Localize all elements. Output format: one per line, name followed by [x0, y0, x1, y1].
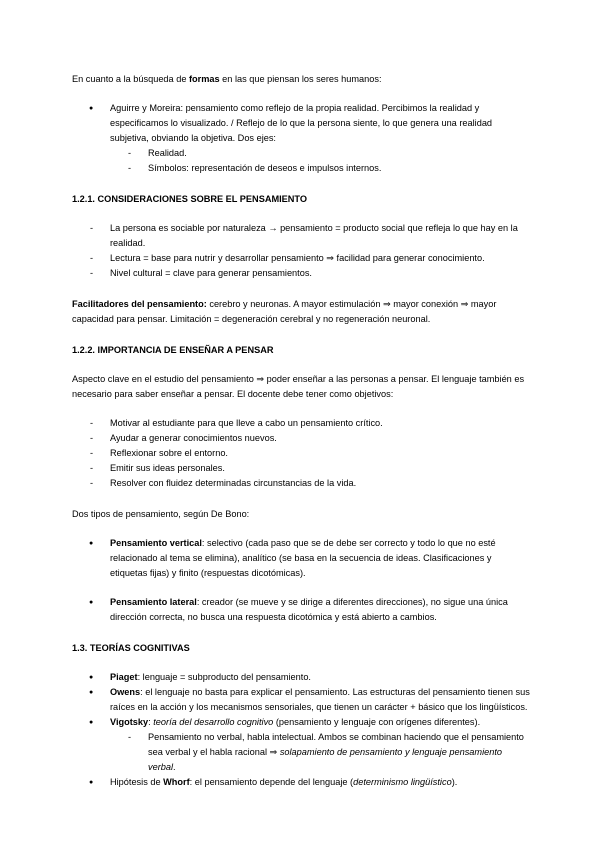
intro-paragraph: En cuanto a la búsqueda de formas en las que piensan los seres humanos:	[72, 74, 382, 84]
axes-list	[110, 146, 530, 176]
facilitadores-paragraph: Facilitadores del pensamiento: cerebro y neuronas. A mayor estimulación ⇒ mayor conexión ⇒ mayor capacidad para pensar. Limitación = degeneración cerebral y no regeneración neuronal.	[72, 299, 497, 324]
section-heading-1-2-1: 1.2.1. CONSIDERACIONES SOBRE EL PENSAMIENTO	[72, 194, 308, 204]
theories-list	[72, 670, 530, 790]
axis-item: - Símbolos: representación de deseos e impulsos internos.	[72, 161, 530, 176]
owens-item: ● Owens: el lenguaje no basta para explicar el pensamiento. Las estructuras del pensamiento tienen sus raíces en la acción y los mecanismos sensoriales, que tienen un carácter + básico que los lingüísticos.	[72, 685, 530, 715]
considerations-list	[72, 221, 530, 281]
vigotsky-item: ● Vigotsky: teoría del desarrollo cognitivo (pensamiento y lenguaje con orígenes diferentes). - Pensamiento no verbal, habla intelectual. Ambos se combinan haciendo que el pensamiento sea verbal y el habla racional ⇒ solapamiento de pensamiento y lenguaje pensamiento verbal.	[72, 715, 530, 775]
list-item: - La persona es sociable por naturaleza → pensamiento = producto social que refleja lo que hay en la realidad.	[72, 221, 530, 251]
debono-intro: Dos tipos de pensamiento, según De Bono:	[72, 509, 250, 519]
list-item: - Reflexionar sobre el entorno.	[72, 446, 530, 461]
lateral-item: ● Pensamiento lateral: creador (se mueve y se dirige a diferentes direcciones), no sigue una única dirección correcta, no busca una respuesta dicotómica y está abierto a cambios.	[72, 595, 530, 625]
section-heading-1-3: 1.3. TEORÍAS COGNITIVAS	[72, 643, 190, 653]
teaching-intro: Aspecto clave en el estudio del pensamiento ⇒ poder enseñar a las personas a pensar. El lenguaje también es necesario para saber enseñar a pensar. El docente debe tener como objetivos:	[72, 374, 525, 399]
whorf-item: ● Hipótesis de Whorf: el pensamiento depende del lenguaje (determinismo lingüístico).	[72, 775, 530, 790]
list-item: - Motivar al estudiante para que lleve a cabo un pensamiento crítico.	[72, 416, 530, 431]
objectives-list	[72, 416, 530, 491]
list-item: - Resolver con fluidez determinadas circunstancias de la vida.	[72, 476, 530, 491]
piaget-item: ● Piaget: lenguaje = subproducto del pensamiento.	[72, 670, 530, 685]
list-item: - Lectura = base para nutrir y desarrollar pensamiento ⇒ facilidad para generar conocimiento.	[72, 251, 530, 266]
axis-item: - Realidad.	[72, 146, 530, 161]
aguirre-item: ● Aguirre y Moreira: pensamiento como reflejo de la propia realidad. Percibimos la realidad y especificamos lo visualizado. / Reflejo de lo que la persona siente, lo que genera una realidad subjetiva, obviando la objetiva. Dos ejes: - Realidad. - Símbolos: representación de deseos e impulsos internos.	[72, 101, 530, 176]
list-item: - Ayudar a generar conocimientos nuevos.	[72, 431, 530, 446]
vertical-item: ● Pensamiento vertical: selectivo (cada paso que se de debe ser correcto y todo lo que no esté relacionado al tema se elimina), analítico (se basa en la secuencia de ideas. Clasificaciones y etiquetas fijas) y finito (respuestas dicotómicas).	[72, 536, 530, 581]
intro-bold: formas	[188, 74, 220, 84]
vigotsky-subitem: - Pensamiento no verbal, habla intelectual. Ambos se combinan haciendo que el pensamiento sea verbal y el habla racional ⇒ solapamiento de pensamiento y lenguaje pensamiento verbal.	[72, 730, 530, 775]
section-heading-1-2-2: 1.2.2. IMPORTANCIA DE ENSEÑAR A PENSAR	[72, 345, 274, 355]
debono-list	[72, 536, 530, 625]
list-item: - Emitir sus ideas personales.	[72, 461, 530, 476]
aguirre-list	[72, 101, 530, 176]
list-item: - Nivel cultural = clave para generar pensamientos.	[72, 266, 530, 281]
vigotsky-sublist	[110, 730, 530, 775]
